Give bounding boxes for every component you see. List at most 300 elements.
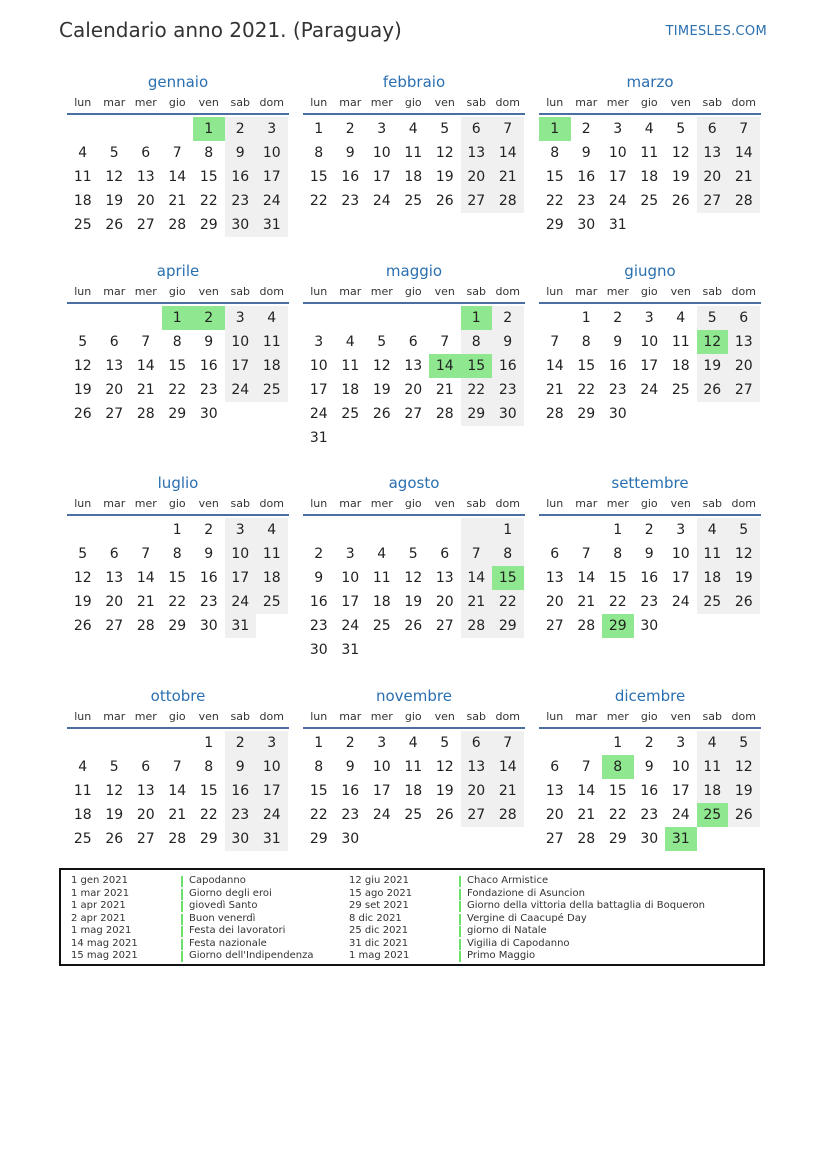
empty-cell: [67, 306, 99, 330]
weekday-label: dom: [259, 710, 284, 723]
day-cell: 7: [492, 117, 524, 141]
day-cell: 12: [73, 358, 92, 374]
day-cell: 25: [404, 807, 423, 823]
day-cell: 27: [105, 618, 124, 634]
weekday-header: [303, 94, 525, 112]
day-cell: 4: [408, 735, 418, 751]
day-cell: 31: [309, 430, 328, 446]
day-cell: 24: [372, 807, 391, 823]
day-cell: 16: [341, 783, 360, 799]
day-cell: 31: [256, 827, 288, 851]
weekday-label: lun: [546, 96, 564, 109]
month-dicembre: [539, 686, 761, 851]
legend-holiday-name: Festa nazionale: [189, 937, 267, 949]
day-cell: 21: [545, 382, 564, 398]
day-cell: 5: [676, 121, 686, 137]
holiday-day-cell: 31: [665, 827, 697, 851]
legend-marker: [459, 914, 461, 925]
day-cell: 6: [109, 546, 119, 562]
day-cell: 30: [341, 831, 360, 847]
day-cell: 23: [199, 382, 218, 398]
day-cell: 5: [109, 145, 119, 161]
day-cell: 16: [225, 779, 257, 803]
day-cell: 2: [345, 735, 355, 751]
weekday-label: mar: [339, 710, 362, 723]
day-cell: 28: [492, 803, 524, 827]
day-cell: 28: [168, 217, 187, 233]
day-cell: 16: [640, 783, 659, 799]
header-rule: [303, 113, 525, 115]
day-cell: 29: [545, 217, 564, 233]
day-cell: 10: [608, 145, 627, 161]
day-cell: 17: [671, 783, 690, 799]
day-cell: 3: [256, 117, 288, 141]
day-cell: 14: [545, 358, 564, 374]
weekday-label: ven: [434, 497, 455, 510]
day-cell: 21: [577, 594, 596, 610]
day-cell: 20: [728, 354, 760, 378]
day-cell: 3: [676, 522, 686, 538]
weekday-label: dom: [495, 497, 520, 510]
day-cell: 30: [608, 406, 627, 422]
day-cell: 2: [345, 121, 355, 137]
day-cell: 4: [377, 546, 387, 562]
holiday-day-cell: 12: [697, 330, 729, 354]
day-cell: 2: [225, 117, 257, 141]
day-cell: 28: [728, 189, 760, 213]
day-cell: 8: [204, 759, 214, 775]
day-cell: 14: [168, 169, 187, 185]
weekday-label: sab: [230, 710, 250, 723]
weekday-label: gio: [404, 285, 422, 298]
day-cell: 5: [78, 334, 88, 350]
day-cell: 17: [225, 354, 257, 378]
day-cell: 20: [545, 594, 564, 610]
legend-column-2: [349, 875, 705, 963]
legend-date: 1 gen 2021: [71, 875, 129, 886]
day-cell: 24: [225, 378, 257, 402]
weekday-label: lun: [74, 285, 92, 298]
day-cell: 15: [309, 783, 328, 799]
weekday-label: ven: [670, 96, 691, 109]
day-cell: 3: [256, 731, 288, 755]
day-cell: 1: [581, 310, 591, 326]
empty-cell: [366, 518, 398, 542]
day-cell: 3: [613, 121, 623, 137]
weekday-label: dom: [731, 96, 756, 109]
day-cell: 28: [577, 618, 596, 634]
day-cell: 27: [105, 406, 124, 422]
legend-date: 15 ago 2021: [349, 887, 413, 899]
day-cell: 29: [168, 406, 187, 422]
day-cell: 13: [461, 755, 493, 779]
day-cell: 4: [78, 145, 88, 161]
month-marzo: [539, 72, 761, 237]
day-cell: 22: [461, 378, 493, 402]
legend-row: [349, 900, 705, 913]
weekday-label: gio: [168, 497, 186, 510]
header-rule: [539, 514, 761, 516]
legend-holiday-name: Giorno della vittoria della battaglia di Boqueron: [467, 900, 705, 911]
day-cell: 22: [199, 807, 218, 823]
day-cell: 16: [492, 354, 524, 378]
day-cell: 13: [404, 358, 423, 374]
day-cell: 16: [341, 169, 360, 185]
day-cell: 25: [256, 378, 288, 402]
month-gennaio: [67, 72, 289, 237]
weekday-label: sab: [702, 285, 722, 298]
holiday-day-cell: 1: [539, 117, 571, 141]
day-grid: [303, 117, 525, 213]
day-cell: 5: [377, 334, 387, 350]
day-cell: 6: [109, 334, 119, 350]
holiday-day-cell: 14: [429, 354, 461, 378]
brand-link[interactable]: TIMESLES.COM: [665, 24, 767, 39]
legend-holiday-name: giovedì Santo: [189, 900, 258, 911]
header-rule: [67, 514, 289, 516]
empty-cell: [539, 306, 571, 330]
header-rule: [67, 302, 289, 304]
day-cell: 23: [225, 189, 257, 213]
legend-marker: [181, 876, 183, 887]
day-grid: [539, 306, 761, 426]
day-cell: 5: [408, 546, 418, 562]
day-cell: 19: [372, 382, 391, 398]
day-grid: [303, 306, 525, 450]
weekday-label: lun: [546, 710, 564, 723]
day-cell: 2: [581, 121, 591, 137]
legend-marker: [459, 951, 461, 962]
month-name: febbraio: [382, 73, 446, 91]
day-cell: 30: [577, 217, 596, 233]
day-cell: 7: [172, 759, 182, 775]
holiday-day-cell: 1: [162, 306, 194, 330]
day-cell: 8: [581, 334, 591, 350]
day-cell: 29: [577, 406, 596, 422]
day-cell: 7: [581, 546, 591, 562]
weekday-label: gio: [168, 285, 186, 298]
day-cell: 29: [608, 831, 627, 847]
day-cell: 28: [577, 831, 596, 847]
weekday-header: [67, 708, 289, 726]
empty-cell: [162, 117, 194, 141]
weekday-label: sab: [466, 497, 486, 510]
day-cell: 2: [613, 310, 623, 326]
day-cell: 4: [78, 759, 88, 775]
weekday-label: mer: [370, 497, 393, 510]
day-cell: 21: [492, 779, 524, 803]
legend-date: 15 mag 2021: [71, 950, 138, 961]
day-cell: 24: [225, 590, 257, 614]
day-cell: 16: [608, 358, 627, 374]
day-cell: 28: [136, 618, 155, 634]
day-cell: 27: [697, 189, 729, 213]
empty-cell: [398, 306, 430, 330]
legend-row: [349, 938, 705, 951]
day-cell: 6: [461, 731, 493, 755]
day-cell: 25: [372, 618, 391, 634]
day-cell: 3: [377, 735, 387, 751]
weekday-label: gio: [640, 96, 658, 109]
day-cell: 24: [671, 594, 690, 610]
day-cell: 15: [199, 783, 218, 799]
weekday-header: [67, 283, 289, 301]
weekday-label: dom: [731, 497, 756, 510]
day-cell: 23: [341, 193, 360, 209]
weekday-header: [67, 94, 289, 112]
month-febbraio: [303, 72, 525, 213]
day-cell: 8: [550, 145, 560, 161]
day-cell: 27: [404, 406, 423, 422]
day-cell: 9: [613, 334, 623, 350]
month-giugno: [539, 261, 761, 426]
day-cell: 1: [314, 735, 324, 751]
day-cell: 29: [492, 614, 524, 638]
weekday-label: ven: [670, 497, 691, 510]
weekday-label: mar: [339, 96, 362, 109]
legend-date: 25 dic 2021: [349, 925, 409, 936]
day-cell: 10: [671, 546, 690, 562]
day-cell: 2: [225, 731, 257, 755]
month-name: settembre: [611, 474, 689, 492]
legend-marker: [181, 951, 183, 962]
weekday-label: lun: [310, 497, 328, 510]
weekday-label: dom: [495, 96, 520, 109]
empty-cell: [303, 518, 335, 542]
day-cell: 27: [461, 189, 493, 213]
day-cell: 11: [640, 145, 659, 161]
weekday-label: mer: [606, 497, 629, 510]
legend-row: [71, 875, 314, 888]
day-cell: 19: [105, 193, 124, 209]
day-cell: 31: [256, 213, 288, 237]
day-cell: 21: [728, 165, 760, 189]
day-cell: 18: [404, 783, 423, 799]
weekday-label: mer: [606, 96, 629, 109]
day-cell: 18: [671, 358, 690, 374]
day-cell: 2: [492, 306, 524, 330]
day-cell: 20: [461, 779, 493, 803]
day-cell: 28: [461, 614, 493, 638]
legend-row: [71, 900, 314, 913]
day-cell: 13: [697, 141, 729, 165]
day-cell: 11: [697, 542, 729, 566]
header-rule: [303, 514, 525, 516]
day-grid: [539, 731, 761, 851]
day-cell: 20: [545, 807, 564, 823]
day-cell: 18: [404, 169, 423, 185]
weekday-header: [67, 495, 289, 513]
legend-holiday-name: giorno di Natale: [467, 925, 547, 936]
day-cell: 22: [309, 193, 328, 209]
weekday-label: lun: [546, 285, 564, 298]
legend-row: [349, 888, 705, 901]
weekday-label: sab: [466, 285, 486, 298]
legend-date: 12 giu 2021: [349, 875, 409, 886]
day-cell: 28: [492, 189, 524, 213]
day-cell: 12: [435, 145, 454, 161]
page-title: Calendario anno 2021. (Paraguay): [59, 18, 402, 42]
day-cell: 23: [199, 594, 218, 610]
day-cell: 8: [314, 145, 324, 161]
holiday-day-cell: 1: [193, 117, 225, 141]
day-cell: 2: [644, 735, 654, 751]
day-cell: 21: [168, 193, 187, 209]
empty-cell: [571, 731, 603, 755]
weekday-label: ven: [198, 285, 219, 298]
day-cell: 30: [309, 642, 328, 658]
weekday-label: gio: [404, 497, 422, 510]
day-cell: 26: [105, 831, 124, 847]
empty-cell: [539, 518, 571, 542]
legend-marker: [459, 926, 461, 937]
legend-row: [71, 913, 314, 926]
day-cell: 19: [73, 382, 92, 398]
day-cell: 5: [440, 121, 450, 137]
day-cell: 27: [435, 618, 454, 634]
day-cell: 9: [345, 145, 355, 161]
day-cell: 14: [728, 141, 760, 165]
weekday-label: ven: [198, 96, 219, 109]
day-cell: 7: [141, 334, 151, 350]
day-cell: 15: [168, 570, 187, 586]
day-cell: 15: [577, 358, 596, 374]
month-name: novembre: [376, 687, 452, 705]
day-cell: 9: [581, 145, 591, 161]
weekday-label: gio: [640, 497, 658, 510]
legend-row: [349, 925, 705, 938]
day-cell: 6: [440, 546, 450, 562]
day-cell: 27: [545, 618, 564, 634]
day-cell: 10: [256, 141, 288, 165]
day-cell: 4: [676, 310, 686, 326]
holiday-day-cell: 1: [461, 306, 493, 330]
day-cell: 26: [372, 406, 391, 422]
day-cell: 6: [550, 759, 560, 775]
day-cell: 9: [204, 334, 214, 350]
legend-holiday-name: Primo Maggio: [467, 950, 536, 961]
legend-date: 8 dic 2021: [349, 912, 402, 924]
day-cell: 14: [492, 141, 524, 165]
legend-holiday-name: Giorno degli eroi: [189, 887, 272, 899]
day-cell: 10: [372, 759, 391, 775]
day-cell: 11: [73, 783, 92, 799]
weekday-label: sab: [466, 96, 486, 109]
day-cell: 16: [199, 570, 218, 586]
day-cell: 6: [408, 334, 418, 350]
day-cell: 12: [105, 783, 124, 799]
day-cell: 11: [697, 755, 729, 779]
day-cell: 17: [341, 594, 360, 610]
weekday-label: sab: [466, 710, 486, 723]
day-cell: 5: [728, 731, 760, 755]
day-cell: 16: [199, 358, 218, 374]
day-cell: 19: [404, 594, 423, 610]
weekday-header: [539, 94, 761, 112]
day-cell: 25: [671, 382, 690, 398]
day-cell: 27: [545, 831, 564, 847]
day-cell: 16: [225, 165, 257, 189]
day-cell: 9: [644, 546, 654, 562]
day-cell: 27: [136, 831, 155, 847]
weekday-label: mar: [575, 497, 598, 510]
day-cell: 1: [492, 518, 524, 542]
day-cell: 28: [545, 406, 564, 422]
header-rule: [303, 302, 525, 304]
day-cell: 9: [225, 755, 257, 779]
legend-date: 2 apr 2021: [71, 912, 126, 924]
day-cell: 20: [136, 807, 155, 823]
legend-marker: [181, 914, 183, 925]
day-cell: 1: [613, 735, 623, 751]
weekday-label: mar: [575, 710, 598, 723]
day-cell: 12: [105, 169, 124, 185]
day-cell: 12: [728, 542, 760, 566]
day-cell: 21: [461, 590, 493, 614]
header-rule: [67, 113, 289, 115]
legend-row: [71, 938, 314, 951]
day-cell: 13: [545, 783, 564, 799]
day-cell: 24: [256, 803, 288, 827]
empty-cell: [99, 731, 131, 755]
weekday-label: dom: [259, 497, 284, 510]
day-cell: 16: [640, 570, 659, 586]
day-cell: 11: [671, 334, 690, 350]
day-cell: 25: [404, 193, 423, 209]
day-cell: 9: [225, 141, 257, 165]
day-cell: 13: [435, 570, 454, 586]
day-cell: 9: [204, 546, 214, 562]
empty-cell: [130, 731, 162, 755]
day-cell: 5: [109, 759, 119, 775]
day-cell: 15: [199, 169, 218, 185]
day-cell: 4: [408, 121, 418, 137]
day-cell: 9: [492, 330, 524, 354]
weekday-label: mar: [339, 497, 362, 510]
day-grid: [303, 518, 525, 662]
day-cell: 29: [199, 217, 218, 233]
holiday-day-cell: 2: [193, 306, 225, 330]
legend-holiday-name: Giorno dell'Indipendenza: [189, 950, 314, 961]
empty-cell: [335, 518, 367, 542]
day-cell: 3: [644, 310, 654, 326]
day-cell: 29: [168, 618, 187, 634]
weekday-header: [303, 708, 525, 726]
day-cell: 24: [256, 189, 288, 213]
day-cell: 10: [640, 334, 659, 350]
day-cell: 30: [225, 213, 257, 237]
day-cell: 22: [199, 193, 218, 209]
day-cell: 1: [314, 121, 324, 137]
day-cell: 26: [105, 217, 124, 233]
day-cell: 26: [404, 618, 423, 634]
weekday-label: sab: [230, 96, 250, 109]
day-cell: 9: [314, 570, 324, 586]
day-cell: 14: [136, 358, 155, 374]
day-grid: [67, 731, 289, 851]
day-cell: 17: [372, 783, 391, 799]
day-cell: 9: [345, 759, 355, 775]
day-cell: 15: [608, 570, 627, 586]
weekday-label: dom: [259, 285, 284, 298]
day-cell: 8: [492, 542, 524, 566]
empty-cell: [99, 518, 131, 542]
day-cell: 26: [435, 807, 454, 823]
day-cell: 8: [172, 334, 182, 350]
day-cell: 4: [256, 518, 288, 542]
day-cell: 20: [461, 165, 493, 189]
month-maggio: [303, 261, 525, 450]
